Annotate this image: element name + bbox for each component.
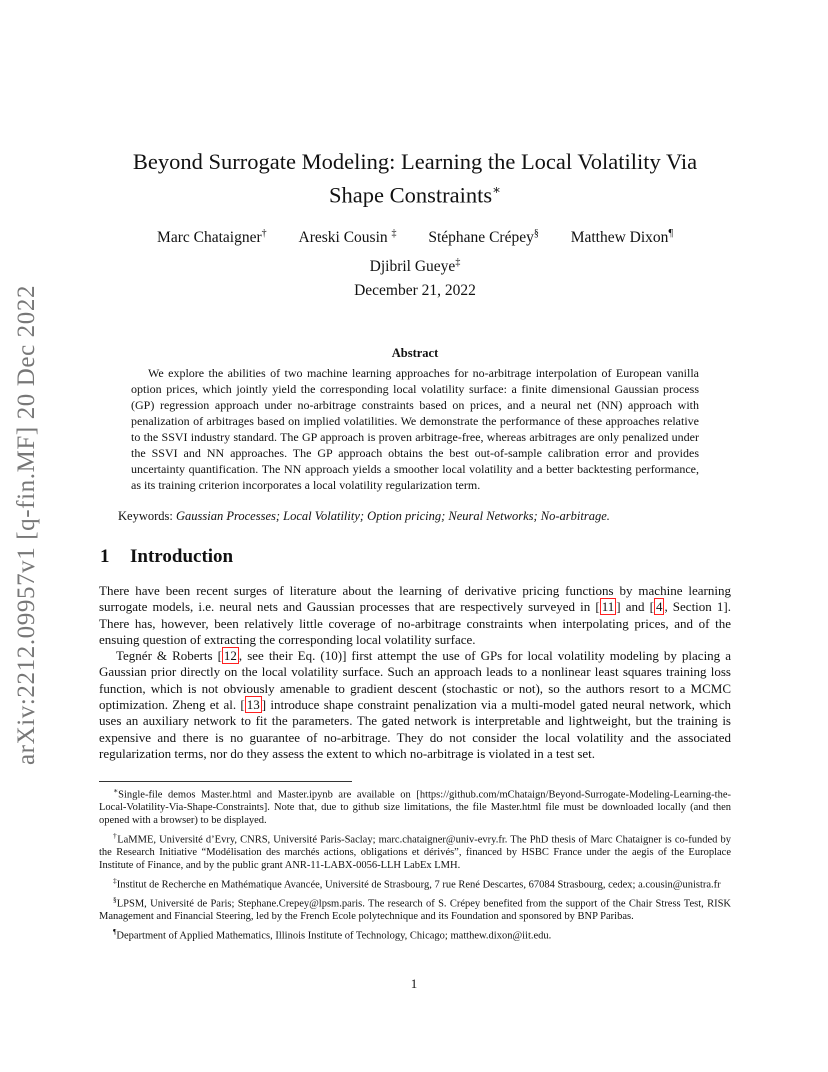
author-chataigner: Marc Chataigner† <box>157 228 267 247</box>
keywords-text: Gaussian Processes; Local Volatility; Option pricing; Neural Networks; No-arbitrage. <box>175 509 610 523</box>
footnote-item: ‡Institut de Recherche en Mathématique Avancée, Université de Strasbourg, 7 rue René Descartes, 67084 Strasbourg, cedex; a.cousin@unistra.fr <box>113 875 721 891</box>
paragraph-1: There have been recent surges of literature about the learning of derivative pricing functions by machine learning surrogate models, i.e. neural nets and Gaussian processes that are respectively surveyed in [ 11 ] and [ 4 , Section 1]. There has, however, been relatively little coverage of no-arbitrage constraints when interpolating prices, and of the ensuing question of extracting the corresponding local volatility surface. <box>99 583 731 647</box>
citation-link-4[interactable]: 4 <box>655 599 663 615</box>
citation-link-11[interactable]: 11 <box>601 599 615 615</box>
arxiv-identifier-stamp <box>0 270 54 780</box>
section-title: Introduction <box>130 546 234 567</box>
section-heading-introduction <box>100 546 233 568</box>
paper-title <box>100 148 730 210</box>
footnotes <box>99 785 731 945</box>
keywords-label: Keywords: <box>118 509 173 523</box>
author-list <box>100 221 730 279</box>
author-row-1 <box>100 221 730 250</box>
author-gueye: Djibril Gueye‡ <box>369 257 461 276</box>
footnote-divider <box>99 781 352 782</box>
title-line-1: Beyond Surrogate Modeling: Learning the Local Volatility Via <box>132 149 698 174</box>
keywords-line <box>118 509 728 524</box>
citation-link-12[interactable]: 12 <box>223 648 237 664</box>
author-cousin: Areski Cousin ‡ <box>298 228 397 247</box>
title-line-2: Shape Constraints∗ <box>329 182 501 208</box>
footnote-item: §LPSM, Université de Paris; Stephane.Crepey@lpsm.paris. The research of S. Crépey benefited from the support of the Chair Stress Test, RISK Management and Financial Steering, led by the French Ecole polytechnique and its Foundation and sponsored by BNP Paribas. <box>99 895 731 923</box>
paragraph-2: Tegnér & Roberts [ 12 , see their Eq. (10)] first attempt the use of GPs for local volatility modeling by placing a Gaussian prior directly on the local volatility surface. Such an approach leads to a nonlinear least squares training loss function, which is not obviously amenable to gradient descent (stochastic or not), so the authors resort to a MCMC optimization. Zheng et al. [ 13 ] introduce shape constraint penalization via a multi-model gated neural network, which uses an auxiliary network to fit the parameters. The gated network is interpretable and lightweight, but the training is expensive and there is no guarantee of no-arbitrage. They do not consider the local volatility and the associated regularization terms, nor do they assess the extent to which no-arbitrage is violated in a test set. <box>99 648 731 761</box>
abstract-heading: Abstract <box>391 346 439 360</box>
section-number: 1 <box>100 546 110 567</box>
author-row-2 <box>100 250 730 279</box>
abstract-text: We explore the abilities of two machine learning approaches for no-arbitrage interpolation of European vanilla option prices, which jointly yield the corresponding local volatility surface: a finite dimensional Gaussian process (GP) regression approach under no-arbitrage constraints based on prices, and a neural net (NN) approach with penalization of arbitrages based on implied volatilities. We demonstrate the performance of these approaches relative to the SSVI industry standard. The GP approach is proven arbitrage-free, whereas arbitrages are only penalized under the SSVI and NN approaches. The GP approach obtains the best out-of-sample calibration error and provides uncertainty quantification. The NN approach yields a smoother local volatility and a better backtesting performance, as its training criterion incorporates a local volatility regularization term. <box>131 366 699 492</box>
footnote-item: ¶Department of Applied Mathematics, Illinois Institute of Technology, Chicago; matthew.dixon@iit.edu. <box>113 927 552 942</box>
paper-date: December 21, 2022 <box>354 282 476 299</box>
page-number: 1 <box>410 976 418 991</box>
author-crepey: Stéphane Crépey§ <box>428 228 539 247</box>
footnote-item: †LaMME, Université d’Evry, CNRS, Université Paris-Saclay; marc.chataigner@univ-evry.fr. The PhD thesis of Marc Chataigner is co-funded by the Research Initiative “Modélisation des marchés actions, obligations et dérivés”, financed by HSBC France under the aegis of the Europlace Institute of Finance, and by the public grant ANR-11-LABX-0056-LLH LabEx LMH. <box>99 830 731 871</box>
introduction-body <box>99 583 731 762</box>
author-dixon: Matthew Dixon¶ <box>570 228 673 247</box>
footnote-item: ∗Single-file demos Master.html and Master.ipynb are available on [https://github.com/mChataign/Beyond-Surrogate-Modeling-Learning-the-Local-Volatility-Via-Shape-Constraints]. Note that, due to github size limitations, the file Master.html file must be downloaded locally (and then opened with a browser) to be displayed. <box>99 786 731 827</box>
citation-link-13[interactable]: 13 <box>246 697 260 713</box>
title-footnote-mark[interactable]: ∗ <box>492 182 501 197</box>
arxiv-identifier-text: arXiv:2212.09957v1 [q-fin.MF] 20 Dec 2022 <box>13 284 40 766</box>
